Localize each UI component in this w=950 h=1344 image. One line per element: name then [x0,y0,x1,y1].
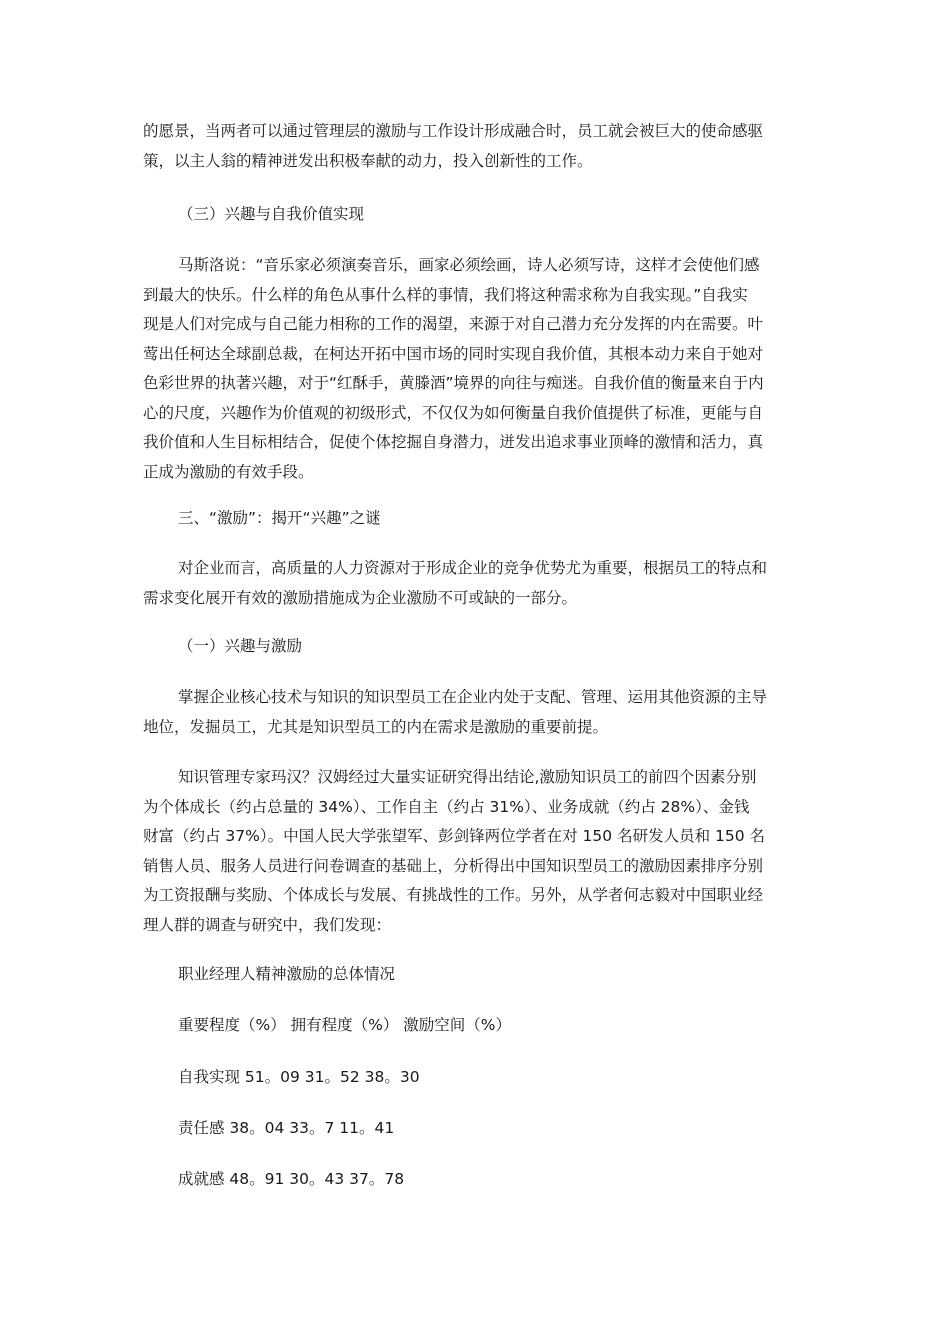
table-row: 责任感 38。04 33。7 11。41 [178,1119,395,1137]
text-line: 需求变化展开有效的激励措施成为企业激励不可或缺的一部分。 [143,588,578,607]
table-row: 成就感 48。91 30。43 37。78 [178,1170,405,1188]
text-line: 心的尺度，兴趣作为价值观的初级形式，不仅仅为如何衡量自我价值提供了标准，更能与自 [143,403,764,422]
table-header-row: 重要程度（%） 拥有程度（%） 激励空间（%） [178,1016,512,1034]
text-line: 的愿景，当两者可以通过管理层的激励与工作设计形成融合时，员工就会被巨大的使命感驱 [143,122,764,140]
text-line: 到最大的快乐。什么样的角色从事什么样的事情，我们将这种需求称为自我实现。”自我实 [143,285,748,304]
text-line: 色彩世界的执著兴趣，对于“红酥手，黄滕酒”境界的向往与痴迷。自我价值的衡量来自于内 [143,374,764,392]
text-line: 马斯洛说：“音乐家必须演奏音乐，画家必须绘画，诗人必须写诗，这样才会使他们感 [178,256,760,274]
text-line: 掌握企业核心技术与知识的知识型员工在企业内处于支配、管理、运用其他资源的主导 [178,688,768,706]
paragraph-enterprise [143,554,809,613]
text-line: 为个体成长（约占总量的 34%）、工作自主（约占 31%）、业务成就（约占 28%）、金钱 [143,797,750,816]
paragraph-knowledge-workers [143,683,809,742]
text-line: 正成为激励的有效手段。 [143,462,314,481]
text-line: 现是人们对完成与自己能力相称的工作的渴望，来源于对自己潜力充分发挥的内在需要。叶 [143,315,764,333]
text-line: 地位，发掘员工，尤其是知识型员工的内在需求是激励的重要前提。 [143,717,609,736]
table-row: 自我实现 51。09 31。52 38。30 [178,1068,420,1086]
text-line: 对企业而言，高质量的人力资源对于形成企业的竞争优势尤为重要，根据员工的特点和 [178,559,768,577]
text-line: 财富（约占 37%）。中国人民大学张望军、彭剑锋两位学者在对 150 名研发人员和 150 名 [143,827,766,845]
text-line: 知识管理专家玛汉？汉姆经过大量实证研究得出结论,激励知识员工的前四个因素分别 [178,768,757,786]
paragraph-maslow [143,251,809,487]
table-title: 职业经理人精神激励的总体情况 [178,965,396,983]
paragraph-vision [143,117,809,176]
section-heading-interest-incentive: （一）兴趣与激励 [178,637,303,655]
paragraph-research-findings [143,763,809,940]
text-line: 策，以主人翁的精神迸发出积极奉献的动力，投入创新性的工作。 [143,151,593,170]
section-heading-incentive-mystery: 三、“激励”：揭开“兴趣”之谜 [178,509,381,527]
text-line: 销售人员、服务人员进行问卷调查的基础上，分析得出中国知识型员工的激励因素排序分别 [143,856,764,875]
text-line: 我价值和人生目标相结合，促使个体挖掘自身潜力，迸发出追求事业顶峰的激情和活力，真 [143,433,764,451]
text-line: 为工资报酬与奖励、个体成长与发展、有挑战性的工作。另外，从学者何志毅对中国职业经 [143,886,764,904]
text-line: 理人群的调查与研究中，我们发现： [143,915,392,934]
text-line: 莺出任柯达全球副总裁，在柯达开拓中国市场的同时实现自我价值，其根本动力来自于她对 [143,344,764,363]
section-heading-interest-self-value: （三）兴趣与自我价值实现 [178,205,365,223]
